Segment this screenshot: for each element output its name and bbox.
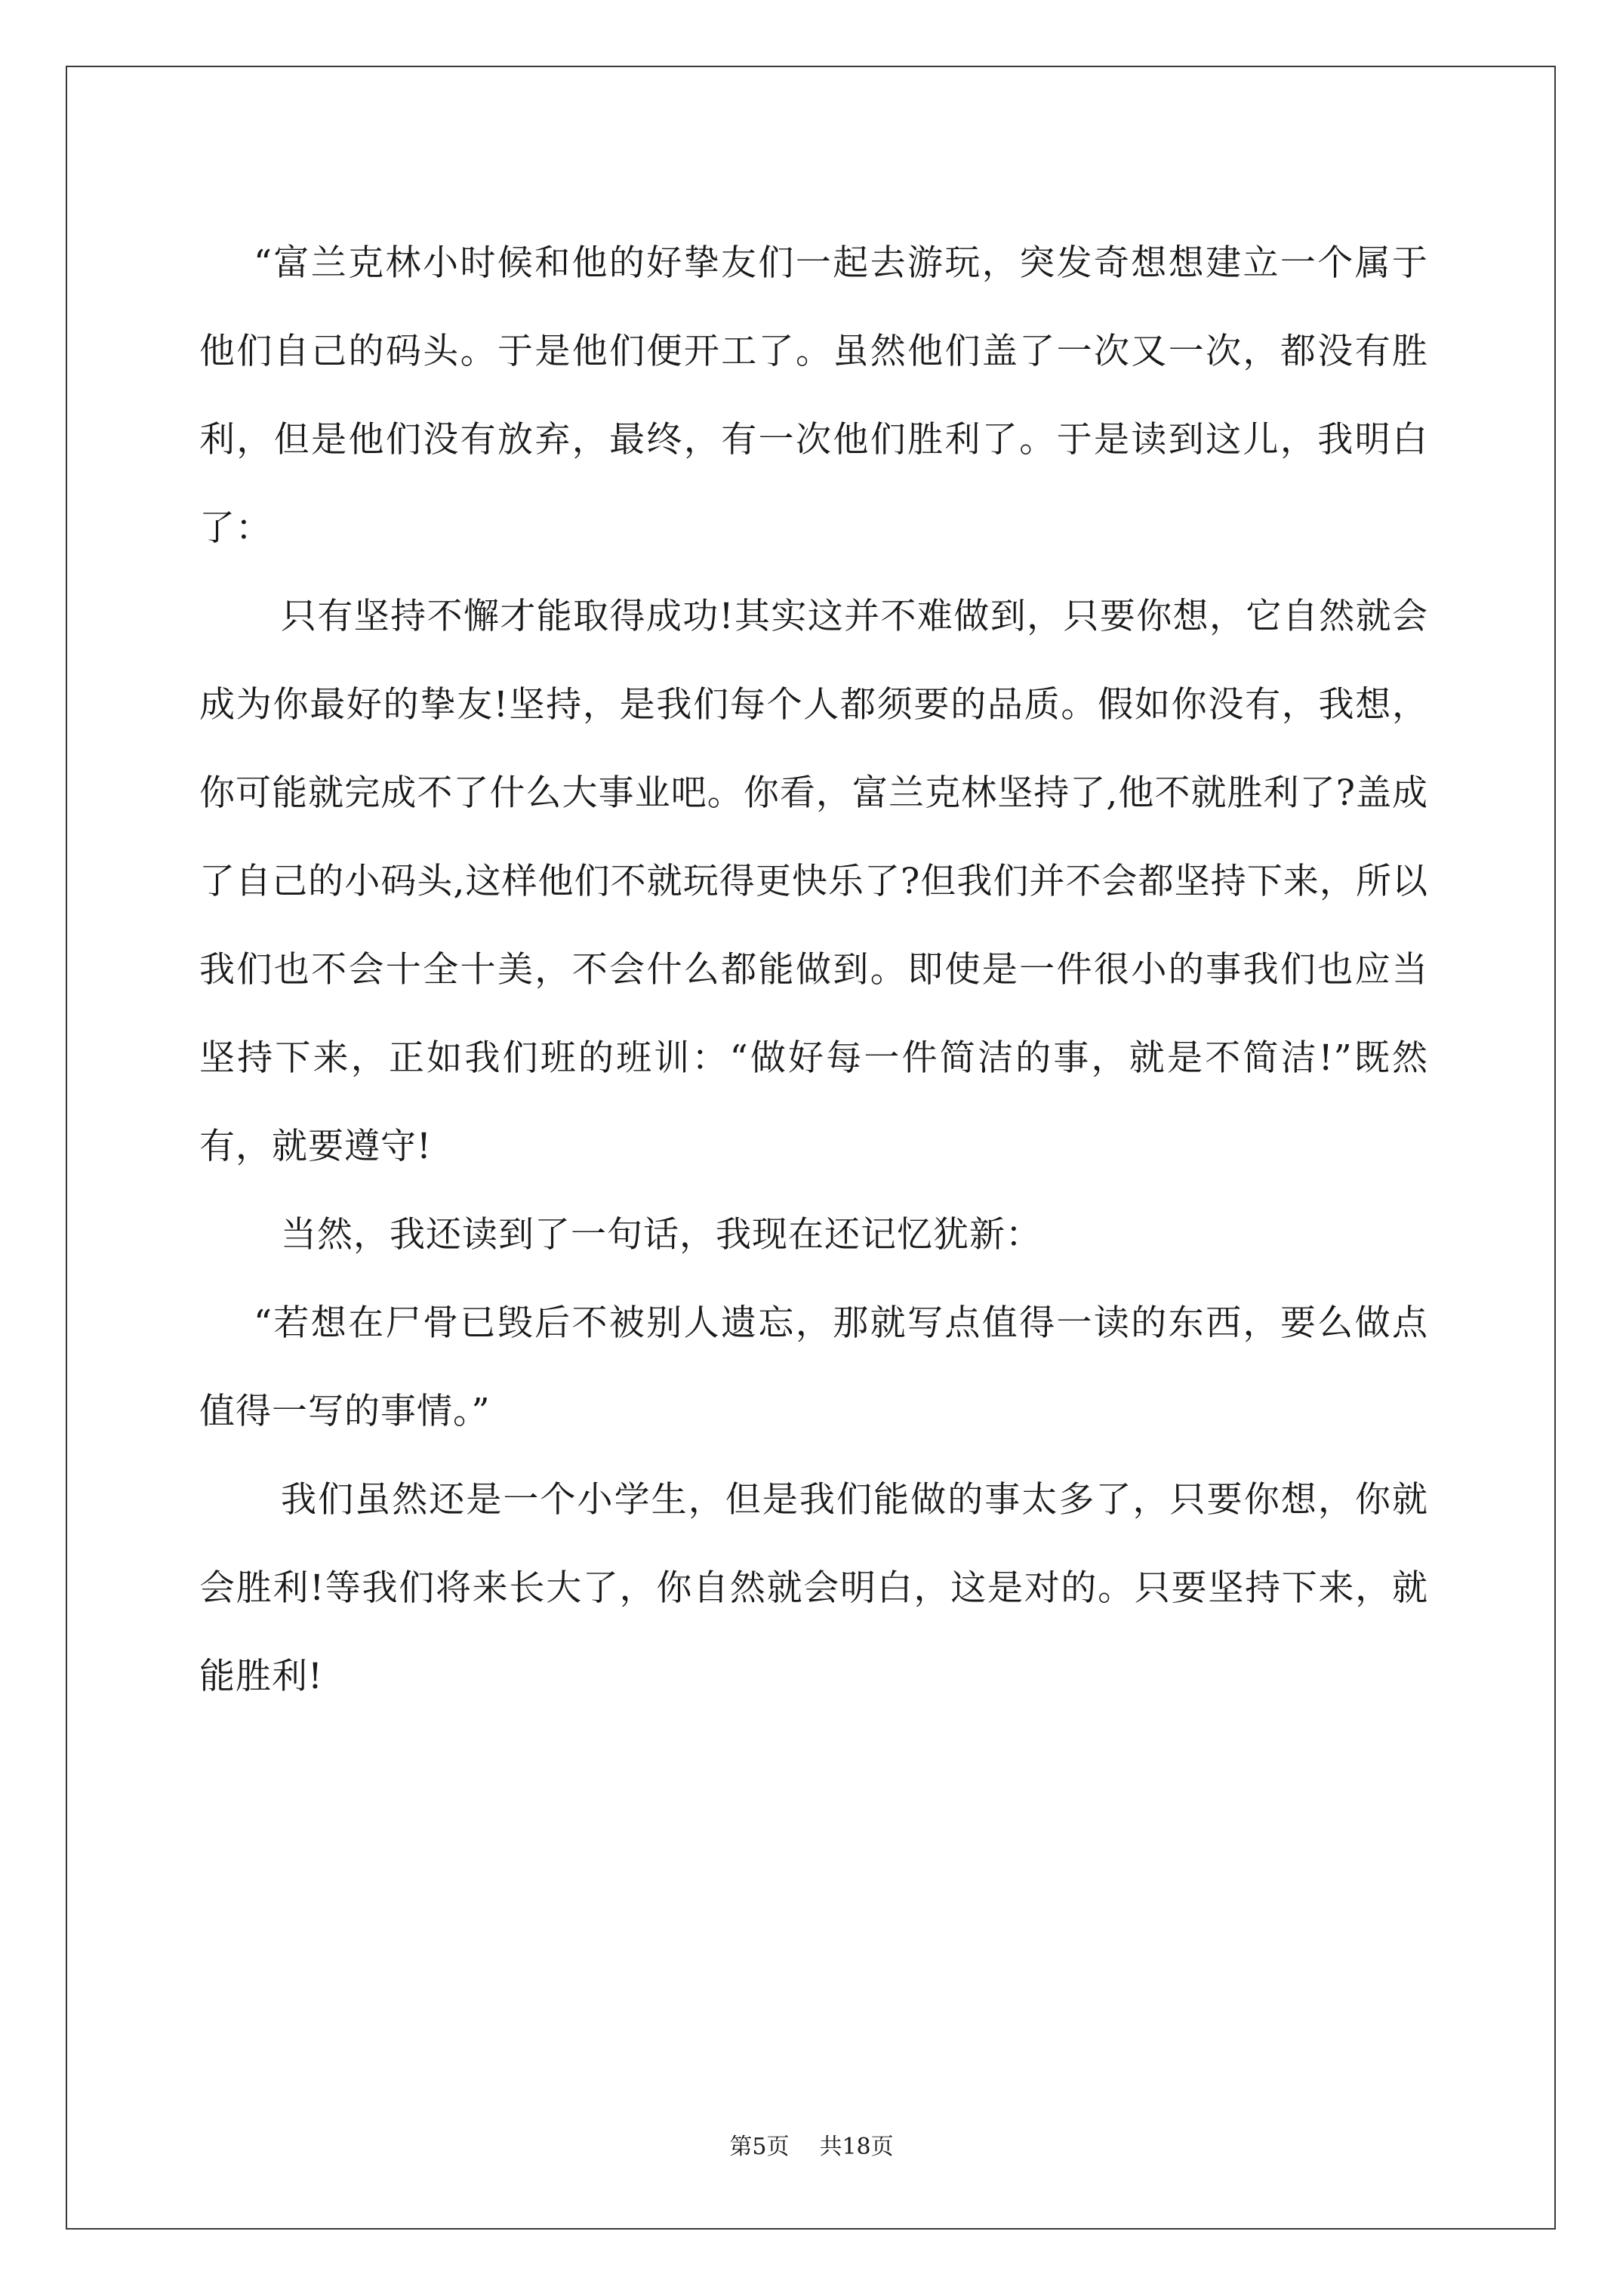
paragraph-5: 我们虽然还是一个小学生，但是我们能做的事太多了，只要你想，你就会胜利!等我们将来长大了，你自然就会明白，这是对的。只要坚持下来，就能胜利!: [199, 1479, 1428, 1697]
paragraph-4: “若想在尸骨已毁后不被别人遗忘，那就写点值得一读的东西，要么做点值得一写的事情。”: [199, 1302, 1428, 1432]
page-footer: [0, 2128, 1623, 2161]
paragraph-2: 只有坚持不懈才能取得成功!其实这并不难做到，只要你想，它自然就会成为你最好的挚友!坚持，是我们每个人都须要的品质。假如你没有，我想，你可能就完成不了什么大事业吧。你看，富兰克林坚持了,他不就胜利了?盖成了自己的小码头,这样他们不就玩得更快乐了?但我们并不会都坚持下来，所以我们也不会十全十美，不会什么都能做到。即使是一件很小的事我们也应当坚持下来，正如我们班的班训：“做好每一件简洁的事，就是不简洁!”既然有，就要遵守!: [199, 596, 1428, 1167]
document-body: [199, 219, 1428, 1721]
paragraph-1: “富兰克林小时候和他的好挚友们一起去游玩，突发奇想想建立一个属于他们自己的码头。于是他们便开工了。虽然他们盖了一次又一次，都没有胜利，但是他们没有放弃，最终，有一次他们胜利了。于是读到这儿，我明白了：: [199, 242, 1428, 549]
page-total: 共18页: [819, 2134, 894, 2160]
paragraph-3: 当然，我还读到了一句话，我现在还记忆犹新：: [281, 1214, 1042, 1256]
page-number: 第5页: [729, 2134, 790, 2160]
